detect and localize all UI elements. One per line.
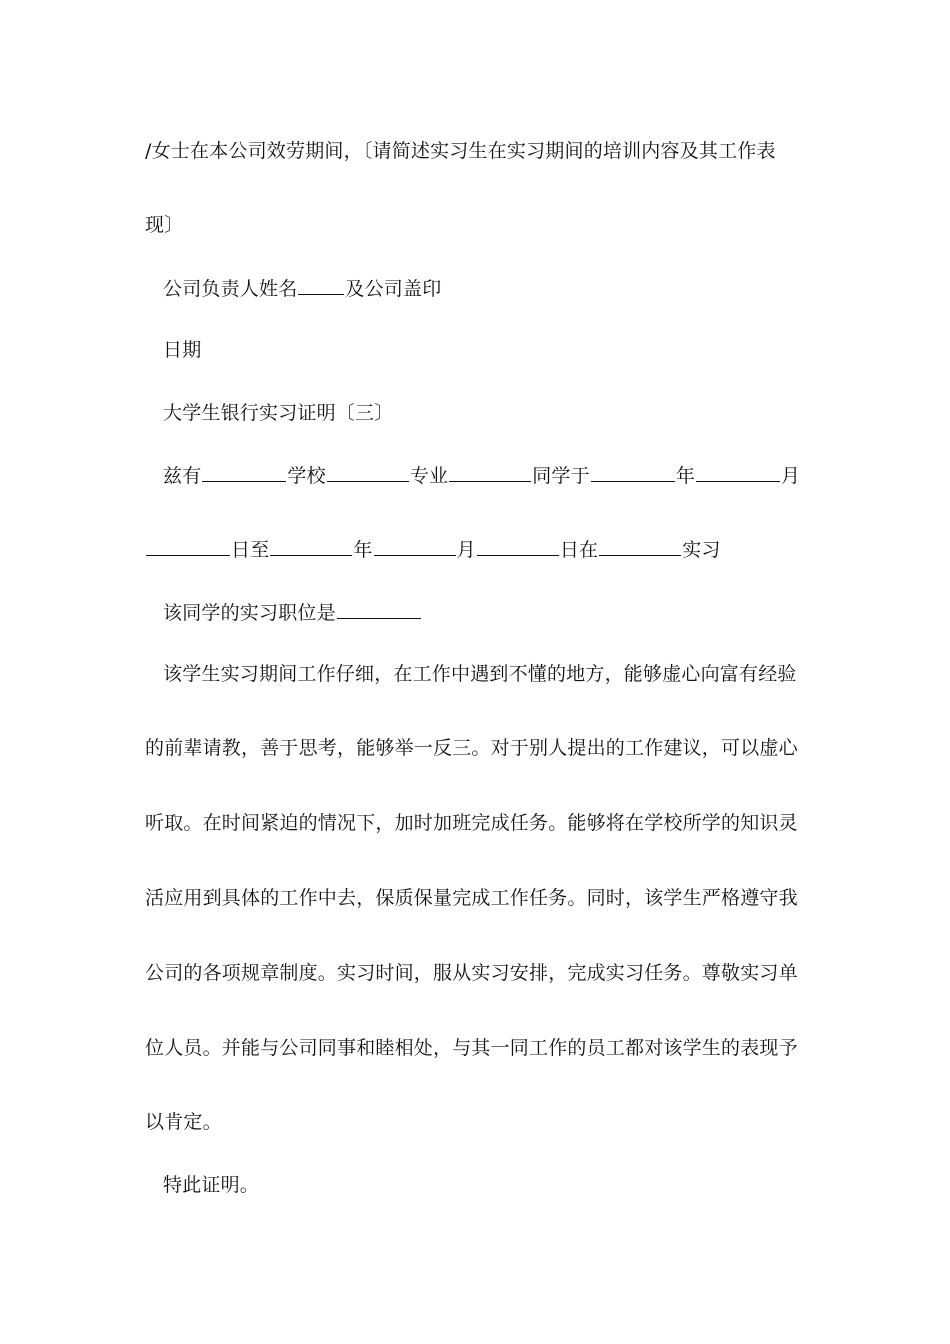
intro-line-1: /女士在本公司效劳期间，〔请简述实习生在实习期间的培训内容及其工作表	[145, 140, 776, 162]
cert-text: 专业	[409, 465, 449, 487]
closing-line: 特此证明。	[163, 1174, 260, 1196]
body-line: 听取。在时间紧迫的情况下，加时加班完成任务。能够将在学校所学的知识灵	[145, 812, 798, 834]
signature-label: 公司负责人姓名	[163, 278, 298, 300]
location-blank[interactable]	[599, 537, 681, 556]
body-line: 以肯定。	[145, 1111, 222, 1133]
end-day-blank[interactable]	[477, 537, 559, 556]
end-month-blank[interactable]	[374, 537, 456, 556]
start-day-blank[interactable]	[146, 537, 230, 556]
position-label: 该同学的实习职位是	[163, 602, 336, 624]
date-label: 日期	[163, 339, 202, 361]
seal-label: 及公司盖印	[345, 278, 442, 300]
cert-text: 月	[456, 539, 476, 561]
school-blank[interactable]	[327, 463, 409, 482]
major-blank[interactable]	[449, 463, 531, 482]
end-year-blank[interactable]	[270, 537, 352, 556]
signature-blank[interactable]	[298, 276, 344, 295]
position-blank[interactable]	[337, 600, 421, 619]
cert-text: 实习	[682, 539, 721, 561]
body-line: 位人员。并能与公司同事和睦相处，与其一同工作的员工都对该学生的表现予	[145, 1037, 798, 1059]
position-line	[163, 600, 422, 625]
body-line: 该学生实习期间工作仔细，在工作中遇到不懂的地方，能够虚心向富有经验	[163, 663, 797, 685]
section-title: 大学生银行实习证明〔三〕	[163, 402, 394, 424]
cert-text: 月	[781, 465, 801, 487]
start-month-blank[interactable]	[696, 463, 780, 482]
certificate-line-2	[145, 537, 721, 562]
signature-line	[163, 276, 441, 301]
intro-line-2: 现〕	[145, 214, 184, 236]
body-line: 公司的各项规章制度。实习时间，服从实习安排，完成实习任务。尊敬实习单	[145, 962, 798, 984]
cert-text: 兹有	[163, 465, 202, 487]
body-line: 的前辈请教，善于思考，能够举一反三。对于别人提出的工作建议，可以虚心	[145, 737, 798, 759]
cert-text: 学校	[287, 465, 326, 487]
start-year-blank[interactable]	[591, 463, 675, 482]
certificate-line-1	[163, 463, 800, 488]
cert-text: 日至	[231, 539, 270, 561]
name-blank[interactable]	[202, 463, 286, 482]
cert-text: 年	[675, 465, 696, 487]
cert-text: 日在	[559, 539, 599, 561]
cert-text: 年	[353, 539, 373, 561]
cert-text: 同学于	[532, 465, 590, 487]
body-line: 活应用到具体的工作中去，保质保量完成工作任务。同时，该学生严格遵守我	[145, 887, 798, 909]
